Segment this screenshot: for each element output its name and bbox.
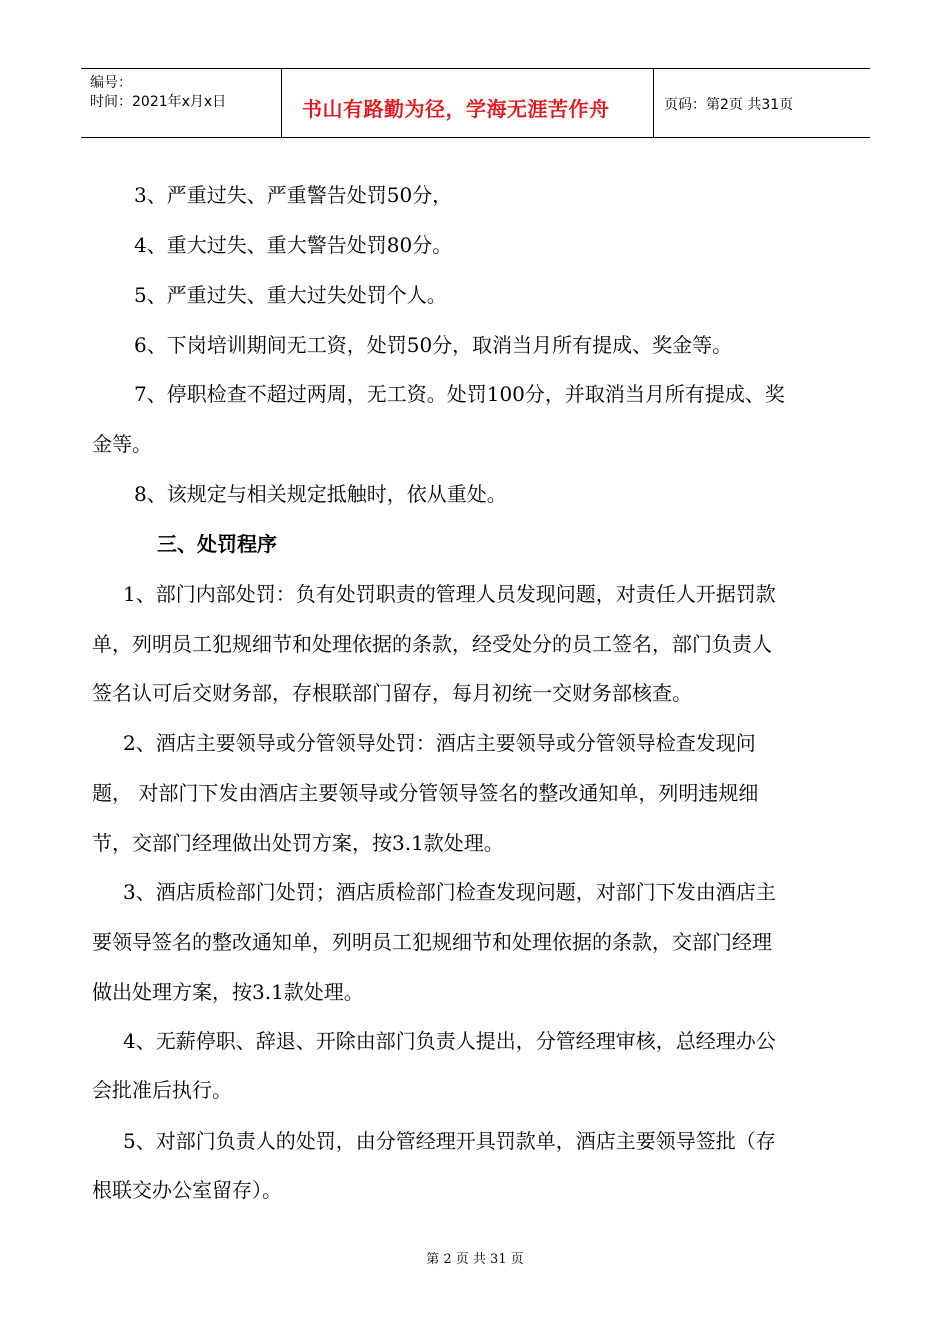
document-number-label: 编号： <box>90 75 132 91</box>
body-line: 签名认可后交财务部，存根联部门留存，每月初统一交财务部核查。 <box>92 681 692 705</box>
body-line: 根联交办公室留存）。 <box>92 1178 282 1202</box>
body-line: 要领导签名的整改通知单，列明员工犯规细节和处理依据的条款，交部门经理 <box>92 930 772 954</box>
body-line: 会批准后执行。 <box>92 1078 232 1102</box>
header-motto-cell <box>282 69 654 137</box>
body-line: 金等。 <box>92 432 152 456</box>
document-header <box>81 68 870 138</box>
body-line: 节，交部门经理做出处罚方案，按3.1款处理。 <box>92 831 504 855</box>
body-line: 6、下岗培训期间无工资，处罚50分，取消当月所有提成、奖金等。 <box>134 333 733 357</box>
body-line: 5、对部门负责人的处罚，由分管经理开具罚款单，酒店主要领导签批（存 <box>123 1129 776 1153</box>
body-line: 单，列明员工犯规细节和处理依据的条款，经受处分的员工签名，部门负责人 <box>92 632 772 656</box>
header-motto: 书山有路勤为径，学海无涯苦作舟 <box>302 97 610 121</box>
section-heading: 三、处罚程序 <box>157 532 277 556</box>
body-line: 5、严重过失、重大过失处罚个人。 <box>134 283 447 307</box>
header-left-cell <box>81 69 282 137</box>
body-line: 8、该规定与相关规定抵触时，依从重处。 <box>134 482 507 506</box>
body-line: 做出处理方案，按3.1款处理。 <box>92 980 364 1004</box>
body-line: 1、部门内部处罚：负有处罚职责的管理人员发现问题，对责任人开据罚款 <box>123 582 776 606</box>
body-line: 4、无薪停职、辞退、开除由部门负责人提出，分管经理审核，总经理办公 <box>123 1029 776 1053</box>
body-line: 3、酒店质检部门处罚；酒店质检部门检查发现问题，对部门下发由酒店主 <box>123 880 776 904</box>
body-line: 4、重大过失、重大警告处罚80分。 <box>134 233 453 257</box>
body-line: 3、严重过失、严重警告处罚50分， <box>134 183 453 207</box>
header-page-number: 页码：第2页 共31页 <box>664 97 794 113</box>
header-page-cell <box>654 69 870 137</box>
body-line: 题， 对部门下发由酒店主要领导或分管领导签名的整改通知单，列明违规细 <box>92 781 759 805</box>
document-date-label: 时间：2021年x月x日 <box>90 94 227 110</box>
body-line: 2、酒店主要领导或分管领导处罚：酒店主要领导或分管领导检查发现问 <box>123 731 756 755</box>
body-line: 7、停职检查不超过两周，无工资。处罚100分，并取消当月所有提成、奖 <box>134 382 785 406</box>
page-footer: 第 2 页 共 31 页 <box>426 1252 524 1267</box>
